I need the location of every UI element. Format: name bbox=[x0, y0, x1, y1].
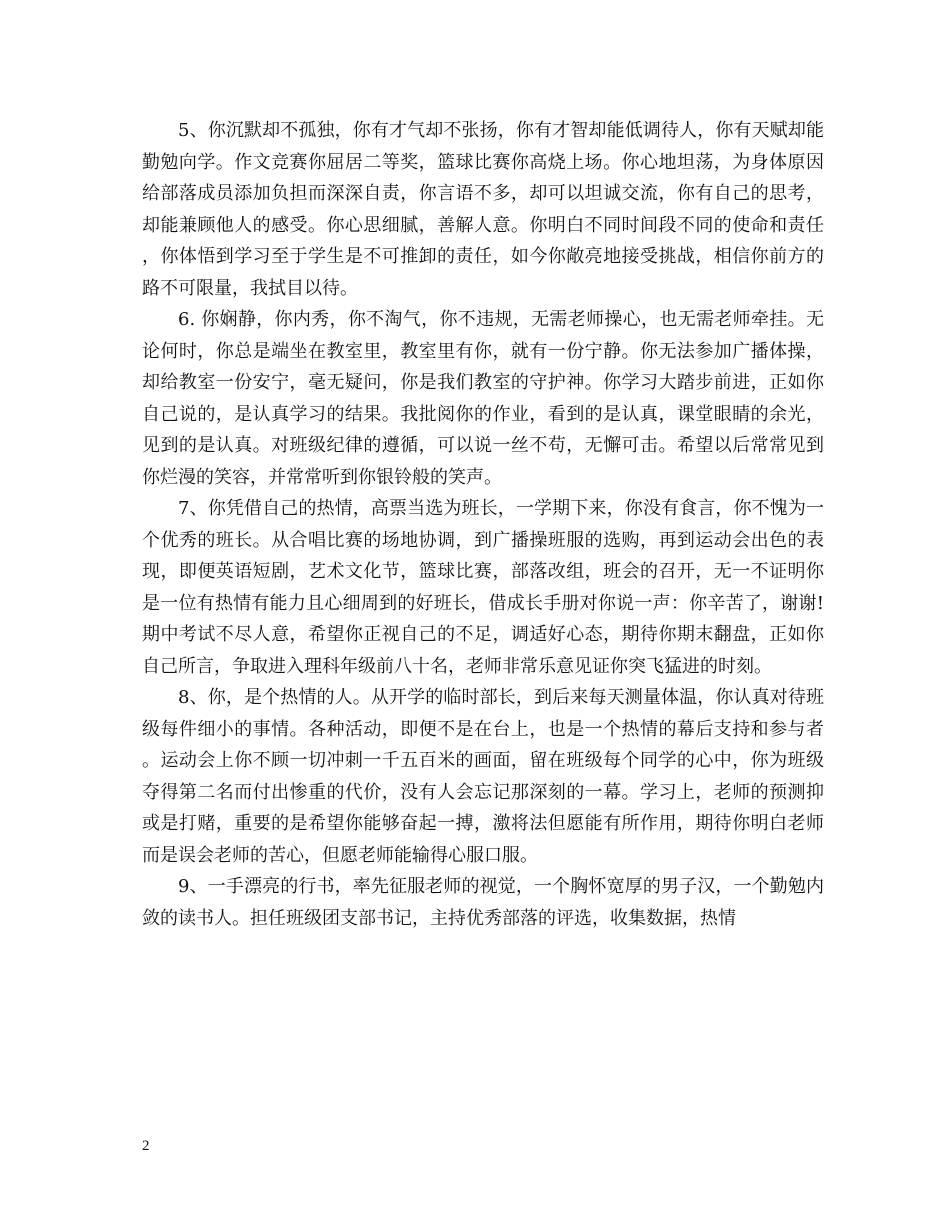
document-body bbox=[142, 115, 824, 934]
paragraph-5: 5、你沉默却不孤独，你有才气却不张扬，你有才智却能低调待人，你有天赋却能勤勉向学。作文竞赛你屈居二等奖，篮球比赛你高烧上场。你心地坦荡，为身体原因给部落成员添加负担而深深自责，你言语不多，却可以坦诚交流，你有自己的思考，却能兼顾他人的感受。你心思细腻，善解人意。你明白不同时间段不同的使命和责任，你体悟到学习至于学生是不可推卸的责任，如今你敞亮地接受挑战，相信你前方的路不可限量，我拭目以待。 bbox=[142, 120, 824, 299]
page-number: 2 bbox=[142, 1138, 150, 1154]
paragraph-7: 7、你凭借自己的热情，高票当选为班长，一学期下来，你没有食言，你不愧为一个优秀的班长。从合唱比赛的场地协调，到广播操班服的选购，再到运动会出色的表现，即便英语短剧，艺术文化节，篮球比赛，部落改组，班会的召开，无一不证明你是一位有热情有能力且心细周到的好班长，借成长手册对你说一声：你辛苦了，谢谢!期中考试不尽人意，希望你正视自己的不足，调适好心态，期待你期末翻盘，正如你自己所言，争取进入理科年级前八十名，老师非常乐意见证你突飞猛进的时刻。 bbox=[142, 498, 824, 677]
paragraph-9: 9、一手漂亮的行书，率先征服老师的视觉，一个胸怀宽厚的男子汉，一个勤勉内敛的读书人。担任班级团支部书记，主持优秀部落的评选，收集数据，热情 bbox=[142, 876, 824, 929]
paragraph-8: 8、你，是个热情的人。从开学的临时部长，到后来每天测量体温，你认真对待班级每件细小的事情。各种活动，即便不是在台上，也是一个热情的幕后支持和参与者。运动会上你不顾一切冲刺一千五百米的画面，留在班级每个同学的心中，你为班级夺得第二名而付出惨重的代价，没有人会忘记那深刻的一幕。学习上，老师的预测抑或是打赌，重要的是希望你能够奋起一搏，激将法但愿能有所作用，期待你明白老师而是误会老师的苦心，但愿老师能输得心服口服。 bbox=[142, 687, 824, 866]
paragraph-6: 6. 你娴静，你内秀，你不淘气，你不违规，无需老师操心，也无需老师牵挂。无论何时，你总是端坐在教室里，教室里有你，就有一份宁静。你无法参加广播体操，却给教室一份安宁，毫无疑问，你是我们教室的守护神。你学习大踏步前进，正如你自己说的，是认真学习的结果。我批阅你的作业，看到的是认真，课堂眼睛的余光，见到的是认真。对班级纪律的遵循，可以说一丝不苟，无懈可击。希望以后常常见到你烂漫的笑容，并常常听到你银铃般的笑声。 bbox=[142, 309, 824, 488]
